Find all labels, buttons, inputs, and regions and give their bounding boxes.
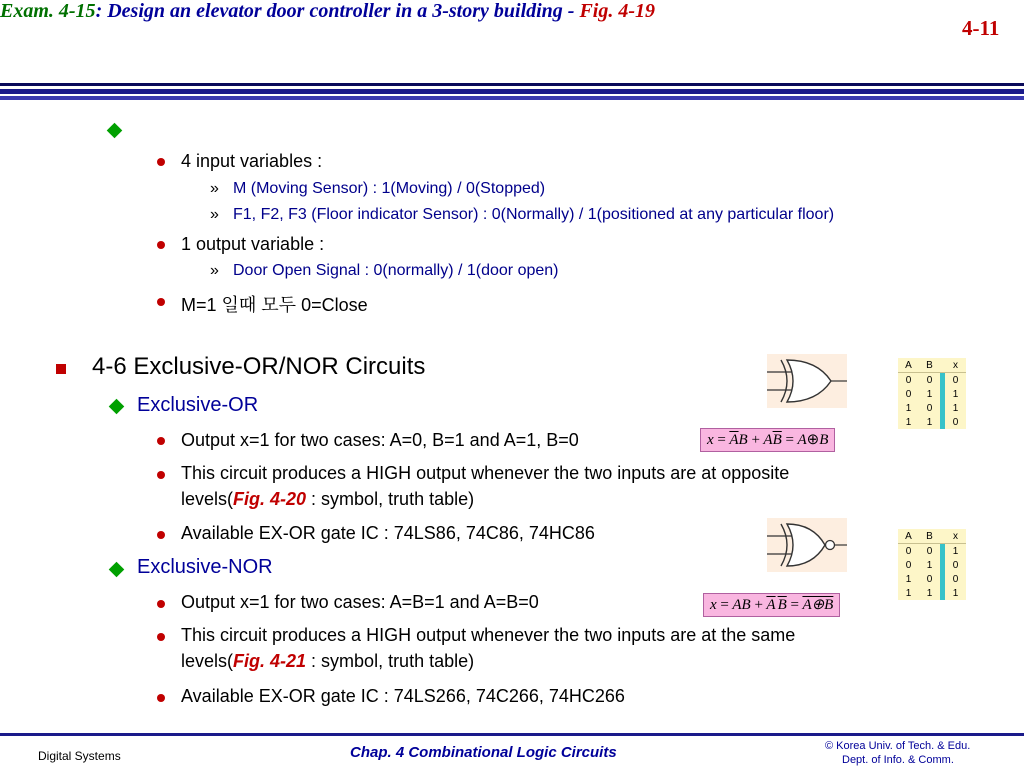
cell: 0 (952, 416, 959, 428)
cell: 0 (952, 374, 959, 386)
table-row (898, 415, 966, 429)
eq-var: x (707, 432, 714, 448)
bullet-dot (157, 600, 165, 608)
xor-bullet-3: Available EX-OR gate IC : 74LS86, 74C86, 74HC86 (181, 523, 595, 543)
exam-title (0, 0, 1024, 23)
cell: 1 (952, 587, 959, 599)
sub-marker: » (210, 180, 219, 197)
sub-marker: » (210, 206, 219, 223)
header-b: B (919, 529, 940, 544)
eq-var: B (738, 432, 748, 448)
exam-text: : Design an elevator door controller in a 3-story building - (95, 0, 580, 22)
xnor-diamond-bullet (109, 562, 125, 578)
exam-fig-link[interactable]: Fig. 4-19 (579, 0, 656, 22)
header-a: A (898, 358, 919, 373)
table-row (898, 544, 966, 559)
eq-var: $\overline{B}$ (772, 432, 782, 448)
table-row (898, 572, 966, 586)
table-header-row (898, 529, 966, 544)
footer-rule (0, 733, 1024, 736)
xor-truth-table (898, 358, 966, 429)
eq-sign: = (720, 597, 729, 613)
footer-dept: Dept. of Info. & Comm. (842, 754, 954, 766)
bullet-dot (157, 531, 165, 539)
xor-bullet-1: Output x=1 for two cases: A=0, B=1 and A=1, B=0 (181, 430, 579, 450)
xnor-heading: Exclusive-NOR (137, 556, 273, 578)
eq-var: $\overline{A}$ (729, 432, 739, 448)
exam-item-3: M=1 일때 모두 0=Close (181, 295, 368, 315)
table-header-row (898, 358, 966, 373)
xor-bullet-2-line1: This circuit produces a HIGH output whenever the two inputs are at opposite (181, 463, 790, 483)
eq-var: A (763, 432, 773, 448)
eq-var: $\overline{A}$ (766, 597, 776, 613)
xnor-gate-icon (767, 518, 847, 572)
header-rule (0, 83, 1024, 105)
section-bullet (56, 364, 66, 374)
eq-var: x (710, 597, 717, 613)
bullet-dot (157, 694, 165, 702)
cell: 1 (952, 545, 959, 557)
header-x: x (945, 529, 966, 544)
eq-sign: + (751, 432, 760, 448)
eq-var: A⊕B (802, 597, 834, 613)
xnor-bullet-1: Output x=1 for two cases: A=B=1 and A=B=0 (181, 592, 539, 612)
xor-gate-icon (767, 354, 847, 408)
cell: 0 (905, 374, 912, 386)
xor-bullet-2-line2 (181, 489, 474, 510)
xor-levels-text: levels( (181, 489, 234, 509)
cell: 0 (905, 545, 912, 557)
cell: 0 (926, 573, 933, 585)
page-number: 4-11 (962, 16, 1000, 40)
exam-diamond-bullet (107, 123, 123, 139)
eq-sign: = (790, 597, 799, 613)
xor-diamond-bullet (109, 399, 125, 415)
sub-marker: » (210, 262, 219, 279)
cell: 1 (952, 388, 959, 400)
eq-var: AB (732, 597, 751, 613)
footer-copyright: © Korea Univ. of Tech. & Edu. (825, 740, 971, 752)
bullet-dot (157, 437, 165, 445)
exam-sub-2-1: Door Open Signal : 0(normally) / 1(door open) (233, 262, 559, 279)
xor-fig-caption: : symbol, truth table) (306, 489, 475, 509)
xor-heading: Exclusive-OR (137, 394, 259, 416)
xnor-bullet-2-line1: This circuit produces a HIGH output whenever the two inputs are at the same (181, 625, 796, 645)
cell: 1 (905, 587, 912, 599)
xnor-fig-caption: : symbol, truth table) (306, 651, 475, 671)
eq-sign: = (717, 432, 726, 448)
cell: 1 (905, 402, 912, 414)
table-row (898, 387, 966, 401)
cell: 0 (926, 545, 933, 557)
cell: 0 (952, 573, 959, 585)
section-title: 4-6 Exclusive-OR/NOR Circuits (92, 353, 426, 380)
cell: 1 (952, 402, 959, 414)
xor-fig-link[interactable]: Fig. 4-20 (233, 489, 307, 509)
table-row (898, 586, 966, 600)
xor-equation (700, 428, 835, 452)
xnor-levels-text: levels( (181, 651, 234, 671)
exam-item-2: 1 output variable : (181, 234, 325, 254)
cell: 0 (905, 388, 912, 400)
bullet-dot (157, 633, 165, 641)
exam-label: Exam. 4-15 (0, 0, 96, 22)
eq-var: $\overline{B}$ (777, 597, 787, 613)
cell: 1 (926, 587, 933, 599)
table-row (898, 401, 966, 415)
bullet-dot (157, 298, 165, 306)
xnor-bullet-3: Available EX-OR gate IC : 74LS266, 74C266, 74HC266 (181, 686, 625, 706)
exam-sub-1-1: M (Moving Sensor) : 1(Moving) / 0(Stopped) (233, 180, 546, 197)
header-x: x (945, 358, 966, 373)
header-b: B (919, 358, 940, 373)
cell: 1 (905, 573, 912, 585)
footer-chapter: Chap. 4 Combinational Logic Circuits (350, 744, 617, 761)
cell: 0 (926, 374, 933, 386)
xnor-equation (703, 593, 840, 617)
xnor-bullet-2-line2 (181, 651, 474, 672)
eq-var: A (797, 432, 807, 448)
table-row (898, 373, 966, 388)
exam-item-1: 4 input variables : (181, 151, 323, 171)
bullet-dot (157, 471, 165, 479)
exam-sub-1-2: F1, F2, F3 (Floor indicator Sensor) : 0(Normally) / 1(positioned at any particular floor) (233, 206, 835, 223)
bullet-dot (157, 241, 165, 249)
header-a: A (898, 529, 919, 544)
cell: 1 (926, 388, 933, 400)
eq-var: B (819, 432, 829, 448)
table-row (898, 558, 966, 572)
footer-left: Digital Systems (38, 749, 121, 763)
eq-sign: + (754, 597, 763, 613)
eq-sign: = (785, 432, 794, 448)
cell: 0 (926, 402, 933, 414)
cell: 1 (926, 559, 933, 571)
bullet-dot (157, 158, 165, 166)
xnor-truth-table (898, 529, 966, 600)
cell: 1 (905, 416, 912, 428)
cell: 0 (905, 559, 912, 571)
xor-operator: ⊕ (806, 432, 820, 448)
cell: 0 (952, 559, 959, 571)
cell: 1 (926, 416, 933, 428)
xnor-fig-link[interactable]: Fig. 4-21 (233, 651, 307, 671)
